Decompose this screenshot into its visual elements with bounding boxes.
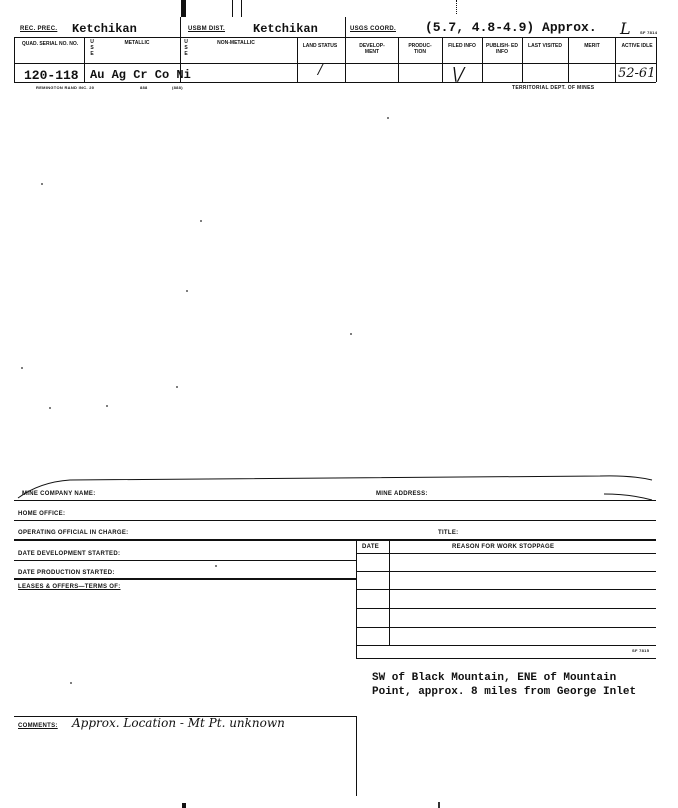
mine-address-label: MINE ADDRESS: <box>376 491 428 497</box>
stoppage-row-line <box>356 627 656 628</box>
prod-started-label: DATE PRODUCTION STARTED: <box>18 570 115 576</box>
usgs-coord-hand-mark: L <box>620 19 631 38</box>
scan-artifact-line <box>232 0 233 17</box>
stoppage-col-line <box>356 539 357 659</box>
row-divider <box>356 658 656 659</box>
row-divider <box>14 539 656 541</box>
row-divider <box>14 37 656 38</box>
comments-divider <box>356 716 357 796</box>
title-label: TITLE: <box>438 530 459 536</box>
rec-prec-label: REC. PREC. <box>20 26 58 32</box>
row-divider <box>14 560 356 561</box>
territorial-dept: TERRITORIAL DEPT. OF MINES <box>512 85 595 91</box>
stoppage-row-line <box>356 571 656 572</box>
scan-speck <box>70 682 72 684</box>
col-line <box>297 37 298 82</box>
col-land-status: LAND STATUS <box>302 43 338 49</box>
printer-imprint: REMINGTON RAND INC. 20 <box>36 85 95 90</box>
usgs-coord-label: USGS COORD. <box>350 26 396 32</box>
leases-label: LEASES & OFFERS—TERMS OF: <box>18 584 121 590</box>
reason-col-label: REASON FOR WORK STOPPAGE <box>452 544 555 550</box>
col-line <box>180 17 181 82</box>
scan-speck <box>41 183 43 185</box>
scan-speck <box>200 220 202 222</box>
col-quad-serial: QUAD. SERIAL NO. NO. <box>21 41 79 47</box>
operating-official-label: OPERATING OFFICIAL IN CHARGE: <box>18 530 129 536</box>
scan-speck <box>215 565 217 567</box>
scan-speck <box>176 386 178 388</box>
location-line-1: SW of Black Mountain, ENE of Mountain <box>372 672 617 684</box>
col-metallic: METALLIC <box>124 40 150 46</box>
row-divider <box>14 63 656 64</box>
col-line <box>84 37 85 82</box>
usbm-dist-value: Ketchikan <box>253 22 318 36</box>
dev-started-label: DATE DEVELOPMENT STARTED: <box>18 551 121 557</box>
scan-artifact-bottom <box>438 802 440 808</box>
col-u-s-e-2: U S E <box>184 39 188 57</box>
printer-code-a: 888 <box>140 85 148 90</box>
col-line <box>656 37 657 82</box>
scan-speck <box>186 290 188 292</box>
row-divider <box>356 553 656 554</box>
comments-value: Approx. Location - Mt Pt. unknown <box>72 716 285 730</box>
land-status-mark: / <box>318 62 323 78</box>
serial-value: 120-118 <box>24 68 79 83</box>
scan-speck <box>387 117 389 119</box>
col-line <box>522 37 523 82</box>
scan-artifact-bar <box>181 0 186 17</box>
scan-speck <box>350 333 352 335</box>
col-merit: MERIT <box>584 43 600 49</box>
stoppage-row-line <box>356 589 656 590</box>
metallic-value: Au Ag Cr Co Ni <box>90 68 191 82</box>
scan-artifact-bottom <box>182 803 186 808</box>
date-col-label: DATE <box>362 544 380 550</box>
stoppage-row-line <box>356 645 656 646</box>
col-published-info: PUBLISH- ED INFO <box>486 43 518 55</box>
col-line <box>568 37 569 82</box>
comments-label: COMMENTS: <box>18 723 58 729</box>
active-idle-value: 52-61 <box>618 66 656 81</box>
col-production: PRODUC- TION <box>408 43 432 55</box>
location-line-2: Point, approx. 8 miles from George Inlet <box>372 686 637 698</box>
col-development: DEVELOP- MENT <box>359 43 385 55</box>
row-divider <box>14 716 356 717</box>
row-divider <box>14 578 356 580</box>
row-divider <box>14 500 656 501</box>
row-divider <box>14 520 656 521</box>
form-code-bottom: SF 7815 <box>632 648 650 653</box>
home-office-label: HOME OFFICE: <box>18 511 66 517</box>
usgs-coord-value: (5.7, 4.8-4.9) Approx. <box>425 20 597 35</box>
card-edge-curve <box>0 470 678 510</box>
col-active-idle: ACTIVE IDLE <box>621 43 653 49</box>
stoppage-row-line <box>356 608 656 609</box>
scan-artifact-line <box>456 0 457 14</box>
col-filed-info: FILED INFO <box>448 43 476 49</box>
col-line <box>14 37 15 82</box>
scan-speck <box>49 407 51 409</box>
stoppage-col-line <box>389 539 390 646</box>
rec-prec-value: Ketchikan <box>72 22 137 36</box>
form-code-top: SF 7814 <box>640 30 658 35</box>
scan-speck <box>21 367 23 369</box>
row-divider <box>14 82 656 83</box>
scan-artifact-line <box>241 0 242 17</box>
scan-speck <box>106 405 108 407</box>
col-line <box>398 37 399 82</box>
mine-company-label: MINE COMPANY NAME: <box>22 491 96 497</box>
col-last-visited: LAST VISITED <box>528 43 562 49</box>
col-line <box>345 17 346 82</box>
col-u-s-e: U S E <box>90 39 94 57</box>
col-line <box>442 37 443 82</box>
printer-code-b: (888) <box>172 85 183 90</box>
usbm-dist-label: USBM DIST. <box>188 26 226 32</box>
filed-info-mark: \/ <box>452 64 465 85</box>
col-line <box>615 37 616 82</box>
col-line <box>482 37 483 82</box>
col-non-metallic: NON-METALLIC <box>217 40 255 46</box>
